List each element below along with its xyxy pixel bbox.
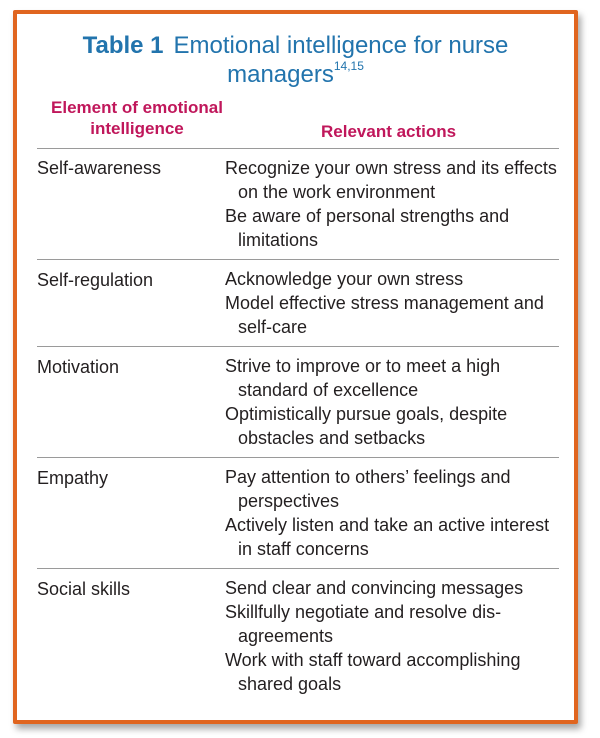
- table-row: [37, 259, 559, 346]
- action-item: Strive to improve or to meet a high standard of excellence: [225, 356, 501, 400]
- action-item: Be aware of personal strengths and limitations: [225, 206, 510, 250]
- column-header-actions: Relevant actions: [321, 122, 457, 141]
- column-header-element-line2: intelligence: [90, 119, 184, 138]
- citation-superscript: 14,15: [333, 59, 364, 73]
- element-cell: Social skills: [37, 579, 131, 599]
- action-item: Model effective stress management and self-care: [225, 293, 544, 337]
- table-row: [37, 148, 559, 259]
- table-frame: [13, 10, 578, 724]
- table-title: [17, 31, 574, 89]
- table-title-line2: managers: [227, 61, 334, 88]
- column-header-element: [37, 97, 237, 139]
- action-item: Actively listen and take an active interest in staff concerns: [225, 515, 550, 559]
- action-item: Pay attention to others’ feelings and perspectives: [225, 467, 511, 511]
- element-cell: Self-awareness: [37, 158, 162, 178]
- actions-cell: [225, 576, 559, 696]
- action-item: Recognize your own stress and its effects on the work environment: [225, 158, 557, 202]
- table-body: [37, 148, 559, 703]
- element-cell: Motivation: [37, 357, 120, 377]
- table-row: [37, 346, 559, 457]
- table-row: [37, 457, 559, 568]
- table-title-line1: Emotional intelligence for nurse: [173, 32, 509, 59]
- actions-cell: [225, 267, 559, 339]
- action-item: Acknowledge your own stress: [225, 269, 464, 289]
- actions-cell: [225, 465, 559, 561]
- action-item: Skillfully negotiate and resolve dis-agreements: [225, 602, 502, 646]
- column-header-element-line1: Element of emotional: [51, 98, 223, 117]
- element-cell: Self-regulation: [37, 270, 154, 290]
- action-item: Send clear and convincing messages: [225, 578, 524, 598]
- actions-cell: [225, 156, 559, 252]
- table-number: Table 1: [82, 32, 164, 59]
- element-cell: Empathy: [37, 468, 109, 488]
- action-item: Optimistically pursue goals, despite obstacles and setbacks: [225, 404, 508, 448]
- action-item: Work with staff toward accomplishing shared goals: [225, 650, 521, 694]
- table-row: [37, 568, 559, 703]
- actions-cell: [225, 354, 559, 450]
